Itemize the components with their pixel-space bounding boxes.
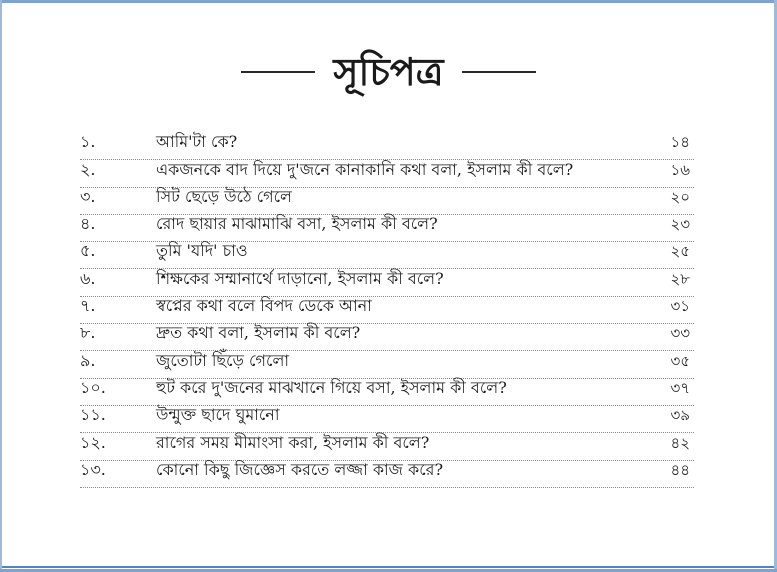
toc-title: কোনো কিছু জিজ্ঞেস করতে লজ্জা কাজ করে? (156, 459, 444, 479)
toc-title: শিক্ষকের সম্মানার্থে দাড়ানো, ইসলাম কী বলে? (156, 268, 444, 288)
toc-number: ৪. (80, 214, 96, 234)
toc-header (0, 42, 777, 102)
toc-title: একজনকে বাদ দিয়ে দু'জনে কানাকানি কথা বলা, ইসলাম কী বলে? (156, 159, 574, 179)
toc-title: উন্মুক্ত ছাদে ঘুমানো (156, 405, 280, 425)
title-left-rule (241, 71, 315, 73)
page-title: সূচিপত্র (333, 49, 444, 94)
toc-number: ৩. (80, 186, 96, 206)
toc-page-number: ৩৩ (670, 324, 690, 343)
toc-title: রোদ ছায়ার মাঝামাঝি বসা, ইসলাম কী বলে? (156, 214, 438, 234)
page-bottom-rule (2, 566, 774, 568)
toc-row[interactable] (80, 461, 694, 488)
toc-number: ১১. (80, 405, 106, 425)
toc-page-number: ৪২ (670, 433, 690, 452)
toc-page-number: ১৬ (670, 160, 690, 179)
toc-page-number: ৩৫ (670, 351, 690, 370)
toc-title: হুট করে দু'জনের মাঝখানে গিয়ে বসা, ইসলাম কী বলে? (156, 377, 507, 397)
toc-page-number: ২৩ (670, 215, 690, 234)
toc-number: ৯. (80, 350, 96, 370)
toc-page-number: ২০ (670, 187, 690, 206)
toc-title: জুতোটা ছিঁড়ে গেলো (156, 350, 290, 370)
toc-page-number: ১৪ (670, 133, 690, 152)
table-of-contents (80, 133, 694, 488)
toc-title: আমি'টা কে? (156, 132, 238, 152)
toc-title: স্বপ্নের কথা বলে বিপদ ডেকে আনা (156, 296, 372, 316)
toc-page-number: ৩৭ (670, 378, 690, 397)
toc-number: ৫. (80, 241, 96, 261)
window-top-border (0, 0, 777, 3)
toc-number: ১০. (80, 377, 106, 397)
toc-title: রাগের সময় মীমাংসা করা, ইসলাম কী বলে? (156, 432, 430, 452)
toc-number: ১. (80, 132, 96, 152)
toc-number: ৬. (80, 268, 96, 288)
toc-page-number: ২৫ (670, 242, 690, 261)
toc-title: দ্রুত কথা বলা, ইসলাম কী বলে? (156, 323, 361, 343)
toc-number: ২. (80, 159, 96, 179)
toc-page-number: ২৮ (670, 269, 690, 288)
toc-number: ১৩. (80, 459, 106, 479)
toc-title: তুমি 'যদি' চাও (156, 241, 248, 261)
toc-title: সিট ছেড়ে উঠে গেলে (156, 186, 292, 206)
toc-page-number: ৩১ (670, 297, 690, 316)
toc-page-number: ৪৪ (670, 460, 690, 479)
toc-number: ৭. (80, 296, 96, 316)
toc-page-number: ৩৯ (670, 406, 690, 425)
toc-number: ৮. (80, 323, 96, 343)
toc-number: ১২. (80, 432, 106, 452)
title-right-rule (462, 71, 536, 73)
